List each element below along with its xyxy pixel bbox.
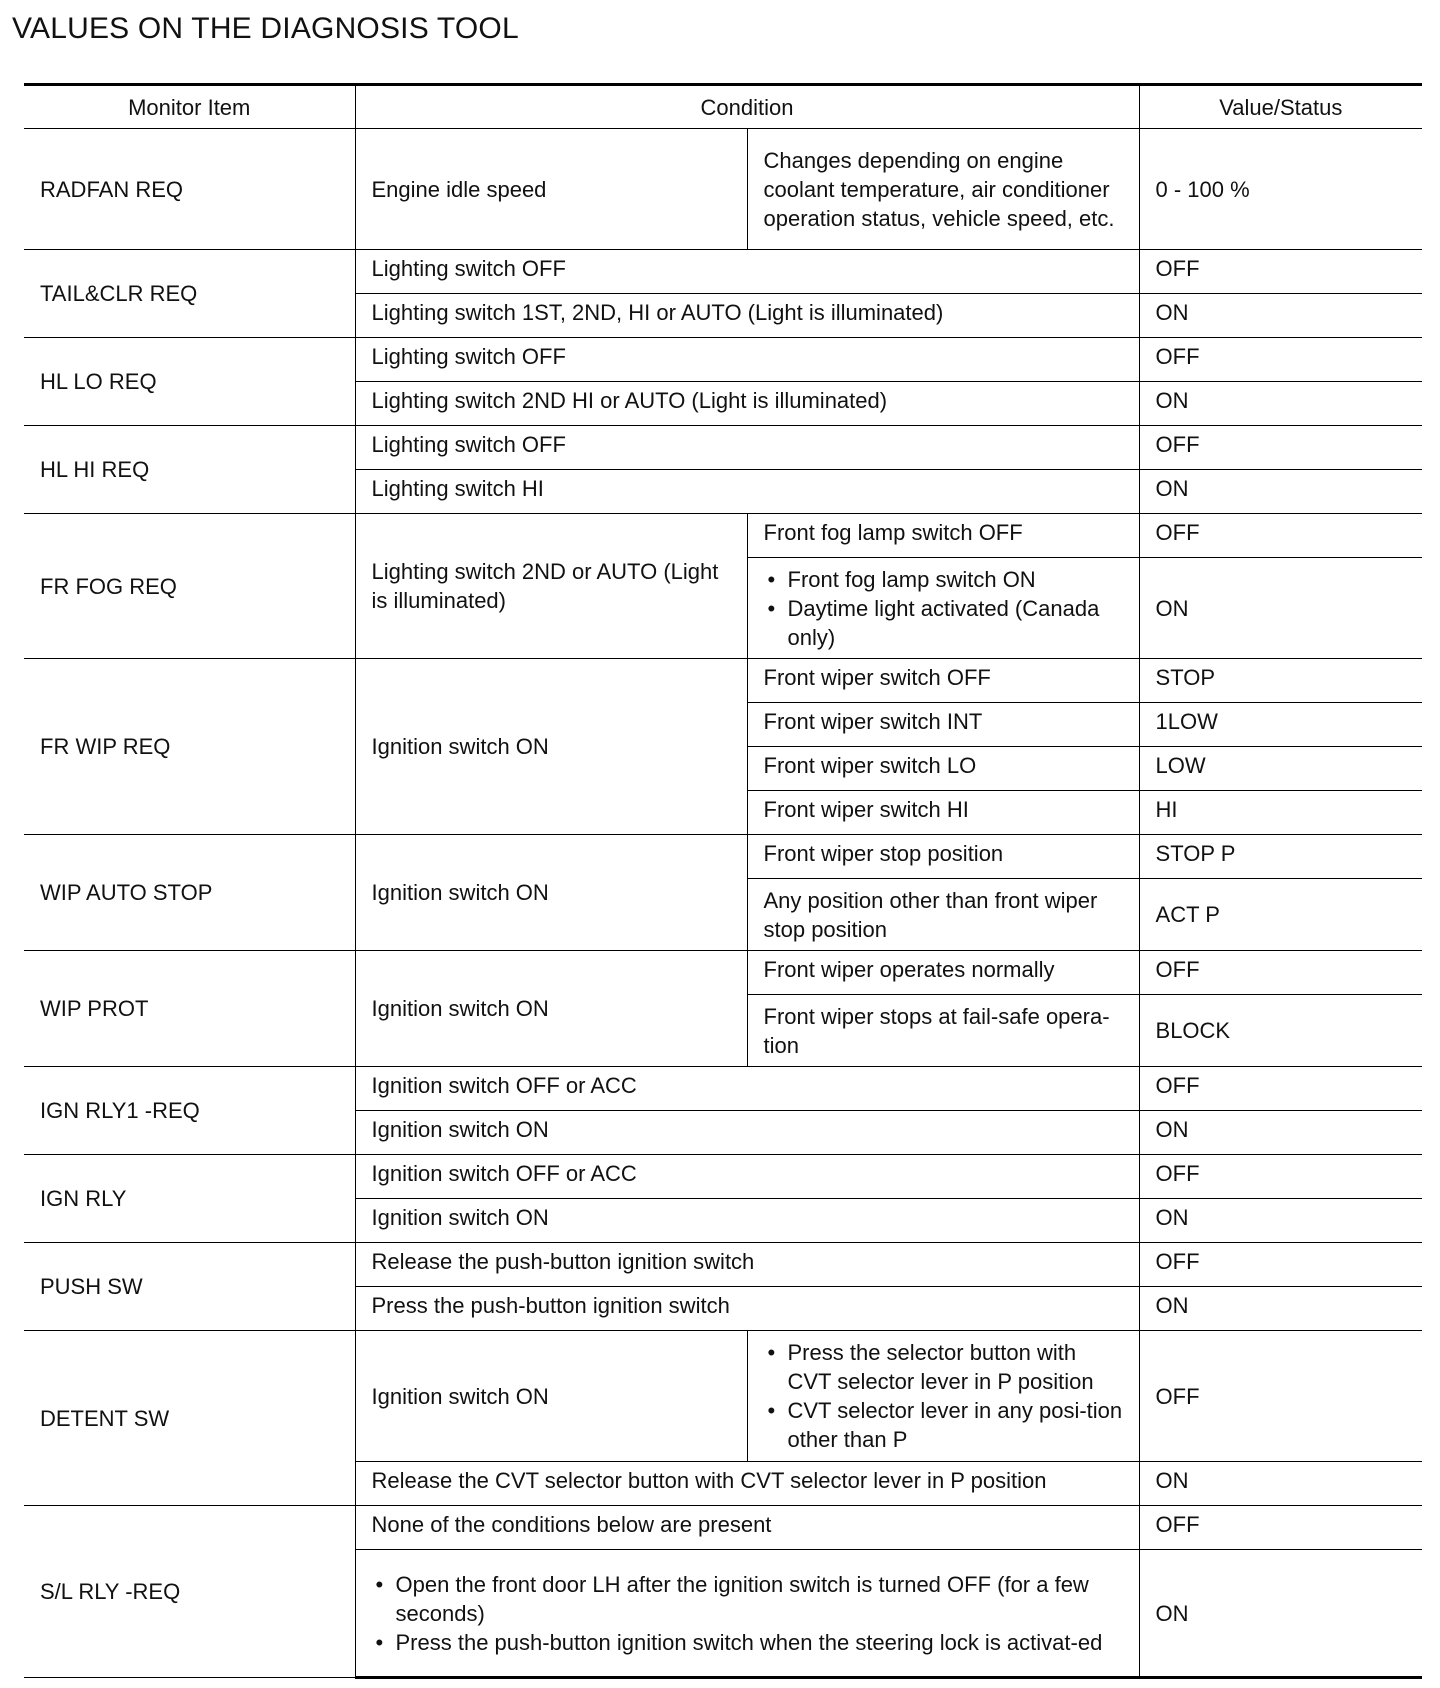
monitor-item: WIP PROT [24,951,355,1067]
table-row [24,951,1422,995]
value-status: ON [1139,1287,1422,1331]
condition: Release the push-button ignition switch [355,1243,1139,1287]
table-row [24,129,1422,250]
header-monitor-item: Monitor Item [24,85,355,129]
value-status: OFF [1139,250,1422,294]
value-status: HI [1139,791,1422,835]
list-item: • Daytime light activated (Canada only) [764,594,1123,652]
table-row [24,250,1422,294]
monitor-item: WIP AUTO STOP [24,835,355,951]
value-status: OFF [1139,426,1422,470]
value-status: 1LOW [1139,703,1422,747]
page-title: VALUES ON THE DIAGNOSIS TOOL [12,12,519,45]
value-status: STOP P [1139,835,1422,879]
condition: Ignition switch ON [355,659,747,835]
monitor-item: PUSH SW [24,1243,355,1331]
list-item: • Open the front door LH after the ignition switch is turned OFF (for a few seconds) [372,1570,1123,1628]
condition: Press the push-button ignition switch [355,1287,1139,1331]
monitor-item: FR WIP REQ [24,659,355,835]
table-row [24,514,1422,558]
condition: Release the CVT selector button with CVT selector lever in P position [355,1462,1139,1506]
sub-condition: Front wiper stop position [747,835,1139,879]
monitor-item: IGN RLY [24,1155,355,1243]
monitor-item: S/L RLY -REQ [24,1506,355,1678]
table-row [24,1067,1422,1111]
table-row [24,1243,1422,1287]
sub-condition: Front wiper switch LO [747,747,1139,791]
list-item: • Front fog lamp switch ON [764,565,1123,594]
value-status: OFF [1139,1506,1422,1550]
sub-condition: Front wiper stops at fail-safe opera-tion [747,995,1139,1067]
value-status: ON [1139,470,1422,514]
monitor-item: HL HI REQ [24,426,355,514]
value-status: LOW [1139,747,1422,791]
bullet-list [764,565,1123,652]
bullet-list [764,1338,1123,1454]
table-row [24,1155,1422,1199]
condition [355,1550,1139,1678]
condition: Lighting switch OFF [355,426,1139,470]
value-status: ON [1139,1462,1422,1506]
condition: Lighting switch OFF [355,250,1139,294]
bullet-list [372,1570,1123,1657]
condition: Ignition switch ON [355,1111,1139,1155]
table-header-row [24,85,1422,129]
sub-condition: Changes depending on engine coolant temperature, air conditioner operation status, vehicle speed, etc. [747,129,1139,250]
condition: None of the conditions below are present [355,1506,1139,1550]
condition: Lighting switch 2ND or AUTO (Light is illuminated) [355,514,747,659]
condition: Lighting switch OFF [355,338,1139,382]
condition: Ignition switch OFF or ACC [355,1067,1139,1111]
value-status: ON [1139,1550,1422,1678]
sub-condition [747,558,1139,659]
condition: Ignition switch ON [355,951,747,1067]
monitor-item: TAIL&CLR REQ [24,250,355,338]
header-condition: Condition [355,85,1139,129]
monitor-item: HL LO REQ [24,338,355,426]
list-item: • Press the push-button ignition switch when the steering lock is activat-ed [372,1628,1123,1657]
value-status: ON [1139,1199,1422,1243]
sub-condition: Front wiper switch HI [747,791,1139,835]
sub-condition: Front wiper switch INT [747,703,1139,747]
value-status: 0 - 100 % [1139,129,1422,250]
value-status: OFF [1139,338,1422,382]
monitor-item: FR FOG REQ [24,514,355,659]
sub-condition: Front wiper switch OFF [747,659,1139,703]
condition: Ignition switch ON [355,1331,747,1462]
condition: Ignition switch ON [355,835,747,951]
list-item: • Press the selector button with CVT selector lever in P position [764,1338,1123,1396]
value-status: STOP [1139,659,1422,703]
table-row [24,835,1422,879]
header-value-status: Value/Status [1139,85,1422,129]
value-status: BLOCK [1139,995,1422,1067]
value-status: ON [1139,382,1422,426]
condition: Lighting switch HI [355,470,1139,514]
condition: Ignition switch OFF or ACC [355,1155,1139,1199]
table-row [24,426,1422,470]
table-row [24,659,1422,703]
monitor-item: RADFAN REQ [24,129,355,250]
sub-condition: Front fog lamp switch OFF [747,514,1139,558]
condition: Ignition switch ON [355,1199,1139,1243]
sub-condition: Any position other than front wiper stop position [747,879,1139,951]
table-row [24,338,1422,382]
value-status: ON [1139,558,1422,659]
diagnosis-values-table [24,83,1422,1679]
value-status: OFF [1139,1243,1422,1287]
table-row [24,1331,1422,1462]
list-item: • CVT selector lever in any posi-tion other than P [764,1396,1123,1454]
value-status: OFF [1139,1067,1422,1111]
condition: Lighting switch 2ND HI or AUTO (Light is illuminated) [355,382,1139,426]
value-status: OFF [1139,1155,1422,1199]
value-status: ACT P [1139,879,1422,951]
sub-condition: Front wiper operates normally [747,951,1139,995]
monitor-item: IGN RLY1 -REQ [24,1067,355,1155]
value-status: ON [1139,1111,1422,1155]
value-status: OFF [1139,1331,1422,1462]
value-status: OFF [1139,514,1422,558]
monitor-item: DETENT SW [24,1331,355,1506]
value-status: OFF [1139,951,1422,995]
table-row [24,1506,1422,1550]
condition: Lighting switch 1ST, 2ND, HI or AUTO (Light is illuminated) [355,294,1139,338]
condition: Engine idle speed [355,129,747,250]
value-status: ON [1139,294,1422,338]
sub-condition [747,1331,1139,1462]
